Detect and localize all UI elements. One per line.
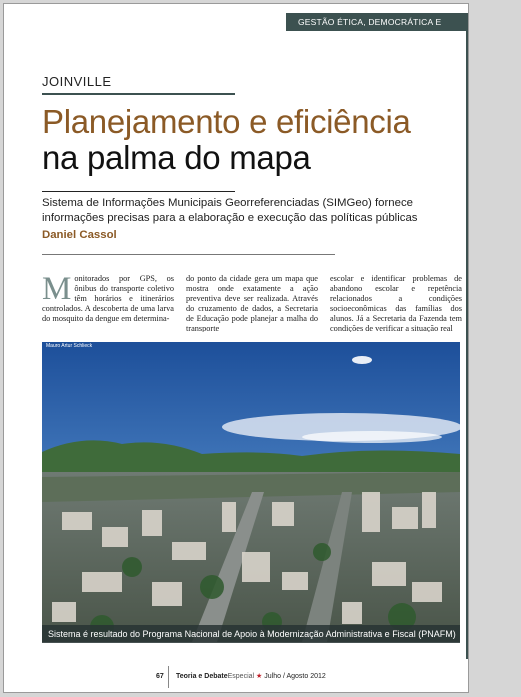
photo-caption: Sistema é resultado do Programa Nacional de Apoio à Modernização Administrativa e Fiscal (PNAFM) (42, 625, 460, 643)
page-footer (4, 666, 468, 692)
article-deck: Sistema de Informações Municipais Georreferenciadas (SIMGeo) fornece informações precisas para a elaboração e execução das políticas públicas (42, 197, 418, 224)
title-line-1: Planejamento e eficiência (42, 103, 411, 140)
publication-title: Teoria e Debate (176, 673, 228, 680)
body-columns (42, 274, 462, 332)
body-column-3: escolar e identificar problemas de abandono escolar e repetência relacionados a condições socioeconômicas das famílias dos alunos. Já a Secretaria da Fazenda tem condições de verificar a situação real (330, 274, 462, 332)
kicker-joinville: JOINVILLE (42, 74, 112, 89)
publication-special: Especial (227, 673, 255, 680)
photo-illustration (42, 342, 460, 642)
section-tag: GESTÃO ÉTICA, DEMOCRÁTICA E EFICIENTE (286, 13, 468, 31)
title-line-2: na palma do mapa (42, 139, 311, 176)
article-title (42, 104, 411, 176)
title-rule (42, 191, 235, 192)
body-column-2: do ponto da cidade gera um mapa que mostra onde exatamente a ação preventiva deve ser realizada. Através do cruzamento de dados, a Secretaria de Educação pode planejar a malha do transporte (186, 274, 318, 332)
deck-rule (42, 254, 335, 255)
star-icon: ★ (256, 673, 263, 680)
publication-name (176, 672, 326, 680)
kicker-rule (42, 93, 235, 95)
magazine-page (3, 3, 469, 693)
publication-date: Julho / Agosto 2012 (264, 673, 326, 680)
page-number: 67 (156, 673, 164, 680)
city-aerial-photo (42, 342, 460, 642)
footer-rule (168, 666, 169, 688)
photo-credit: Mauro Artur Schlieck (46, 343, 93, 349)
byline: Daniel Cassol (42, 229, 117, 241)
body-column-1 (42, 274, 174, 332)
drop-cap: M (42, 274, 72, 307)
right-rule (466, 31, 468, 659)
column-1-text: onitorados por GPS, os ônibus do transporte coletivo têm horários e itinerários controlados. A descoberta de uma larva do mosquito da dengue em determina- (42, 274, 174, 323)
